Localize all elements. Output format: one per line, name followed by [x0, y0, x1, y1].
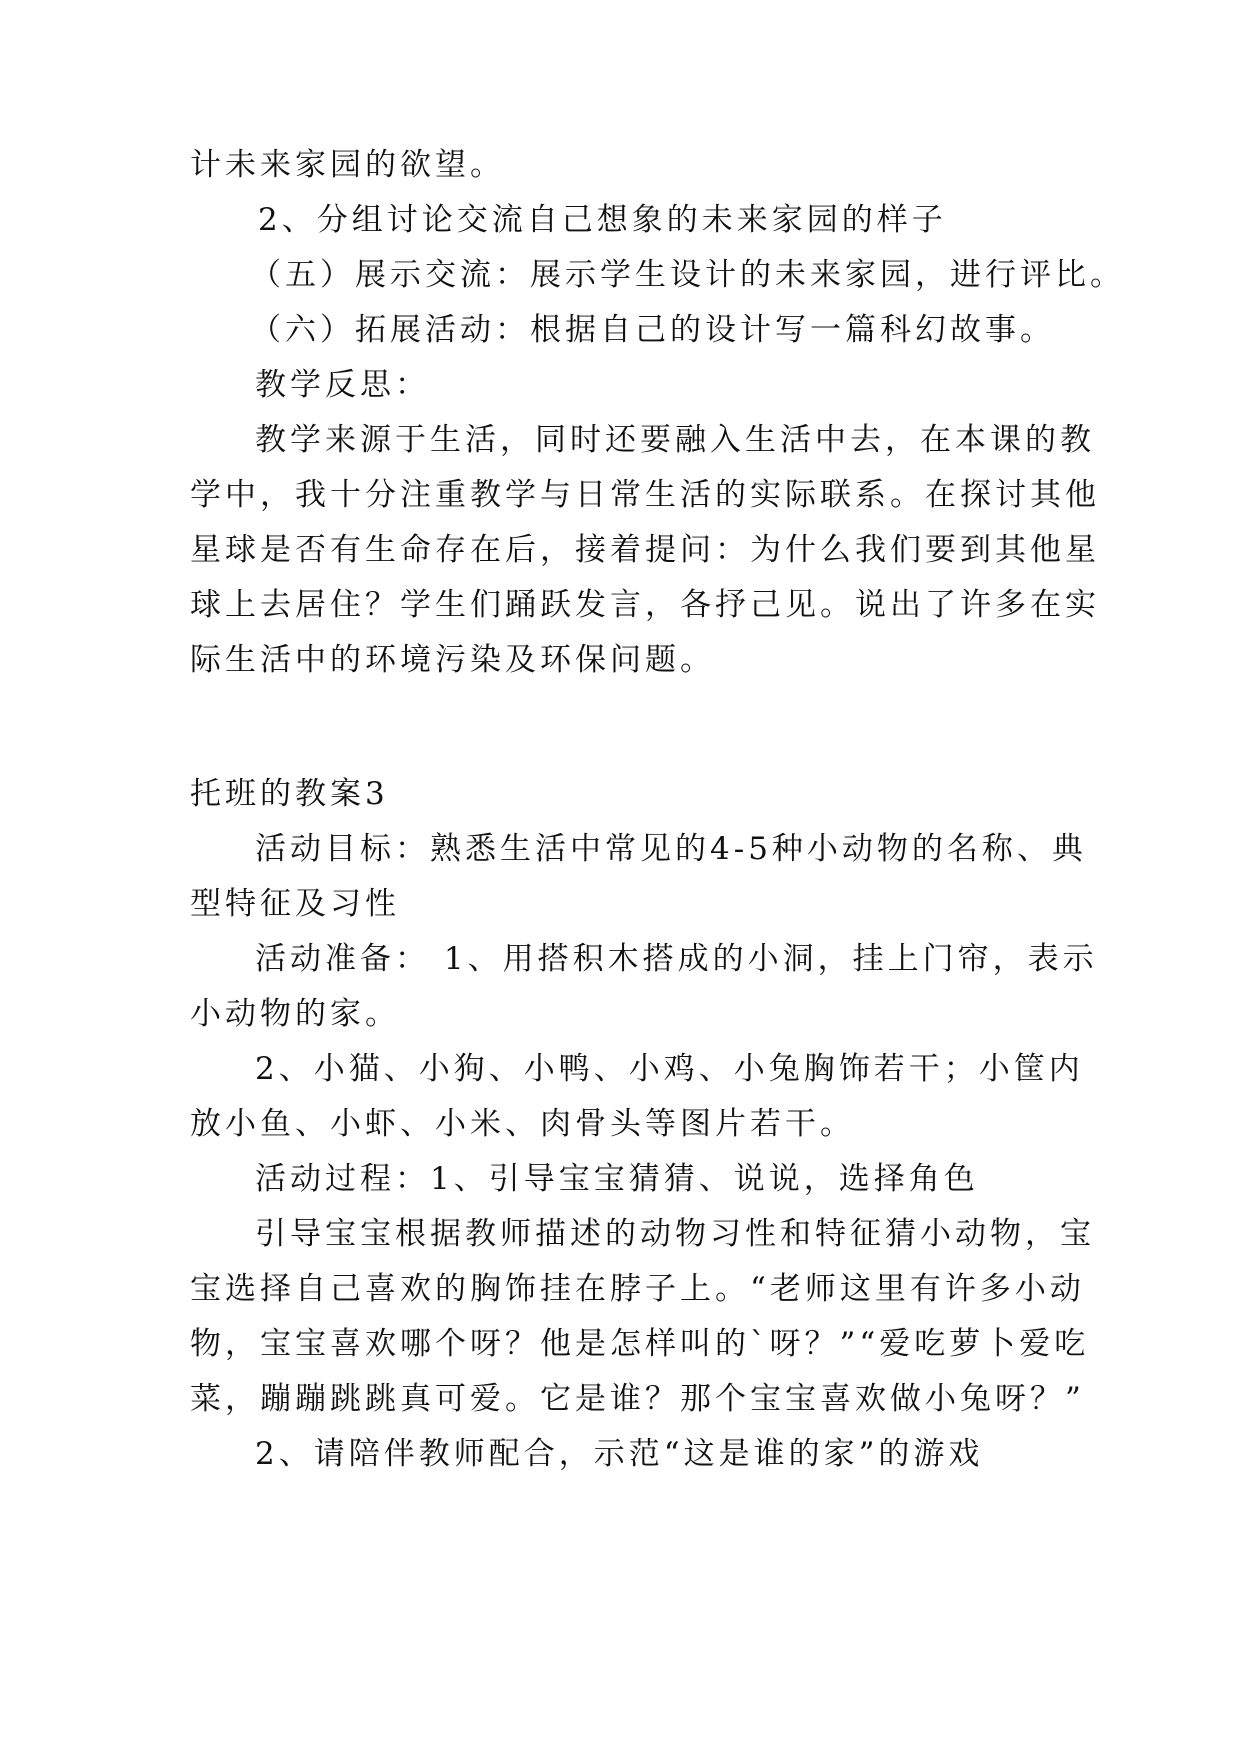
text-line: 宝选择自己喜欢的胸饰挂在脖子上。“老师这里有许多小动 — [190, 1271, 1085, 1307]
text-line: 际生活中的环境污染及环保问题。 — [190, 642, 715, 678]
text-line: 球上去居住？学生们踊跃发言，各抒己见。说出了许多在实 — [190, 587, 1100, 623]
text-line: 活动目标：熟悉生活中常见的4-5种小动物的名称、典 — [255, 831, 1087, 867]
text-line: （五）展示交流：展示学生设计的未来家园，进行评比。 — [250, 257, 1125, 293]
text-line: 2、分组讨论交流自己想象的未来家园的样子 — [258, 202, 947, 238]
text-line: （六）拓展活动：根据自己的设计写一篇科幻故事。 — [250, 312, 1055, 348]
text-line: 学中，我十分注重教学与日常生活的实际联系。在探讨其他 — [190, 477, 1100, 513]
section-heading: 教学反思： — [255, 367, 430, 403]
text-line: 2、小猫、小狗、小鸭、小鸡、小兔胸饰若干；小筐内 — [255, 1051, 1084, 1087]
text-line: 计未来家园的欲望。 — [190, 147, 505, 183]
lesson-title: 托班的教案3 — [190, 776, 389, 812]
text-line: 教学来源于生活，同时还要融入生活中去，在本课的教 — [255, 422, 1095, 458]
text-line: 放小鱼、小虾、小米、肉骨头等图片若干。 — [190, 1106, 855, 1142]
text-line: 型特征及习性 — [190, 886, 400, 922]
text-line: 活动过程：1、引导宝宝猜猜、说说，选择角色 — [255, 1161, 979, 1197]
text-line: 活动准备： 1、用搭积木搭成的小洞，挂上门帘，表示 — [255, 941, 1098, 977]
text-line: 星球是否有生命存在后，接着提问：为什么我们要到其他星 — [190, 532, 1100, 568]
text-line: 引导宝宝根据教师描述的动物习性和特征猜小动物，宝 — [255, 1216, 1095, 1252]
text-line: 小动物的家。 — [190, 996, 400, 1032]
text-line: 2、请陪伴教师配合，示范“这是谁的家”的游戏 — [255, 1436, 984, 1472]
text-line: 菜，蹦蹦跳跳真可爱。它是谁？那个宝宝喜欢做小兔呀？” — [190, 1381, 1085, 1417]
text-line: 物，宝宝喜欢哪个呀？他是怎样叫的`呀？”“爱吃萝卜爱吃 — [190, 1326, 1090, 1362]
